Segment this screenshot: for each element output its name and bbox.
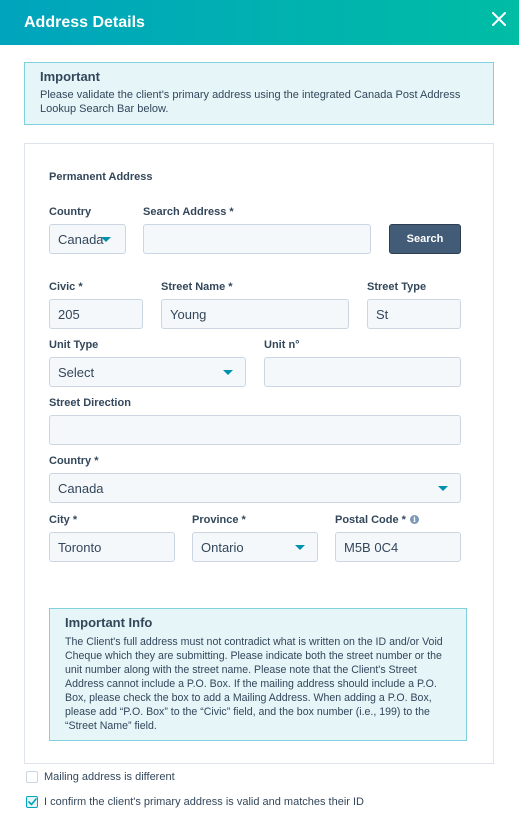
important-alert <box>24 62 494 125</box>
search-address-label: Search Address * <box>143 206 234 218</box>
close-icon <box>492 12 506 26</box>
alert-text: Please validate the client's primary address using the integrated Canada Post Address Lookup Search Bar below. <box>40 89 461 115</box>
confirm-address-row[interactable] <box>26 796 364 808</box>
unit-type-label: Unit Type <box>49 339 99 351</box>
unit-type-select[interactable] <box>49 357 246 387</box>
chevron-down-icon <box>295 545 305 550</box>
street-name-label: Street Name * <box>161 281 233 293</box>
city-input[interactable]: Toronto <box>49 532 175 562</box>
country-search-value: Canada <box>58 231 104 247</box>
unit-type-value: Select <box>58 364 95 380</box>
postal-code-input[interactable]: M5B 0C4 <box>335 532 461 562</box>
province-select[interactable] <box>192 532 318 562</box>
street-direction-input[interactable] <box>49 415 461 445</box>
street-name-input[interactable]: Young <box>161 299 349 329</box>
country-label: Country * <box>49 455 99 467</box>
chevron-down-icon <box>101 237 111 242</box>
info-text: The Client's full address must not contradict what is written on the ID and/or Void Cheque which they are submitting. Please indicate both the street number or the unit number along with the street name. Please note that the Client's Street Address cannot include a P.O. Box. If the mailing address should include a P.O. Box, please check the box to add a Mailing Address. When adding a P.O. Box, please add “P.O. Box” to the “Civic” field, and the box number (i.e., 199) to the “Street Name” field. <box>65 636 443 732</box>
civic-label: Civic * <box>49 281 83 293</box>
country-value: Canada <box>58 480 104 496</box>
mailing-different-checkbox[interactable] <box>26 771 38 783</box>
chevron-down-icon <box>223 370 233 375</box>
chevron-down-icon <box>438 486 448 491</box>
confirm-address-label[interactable]: I confirm the client's primary address is valid and matches their ID <box>44 796 364 808</box>
alert-title: Important <box>40 69 100 84</box>
city-label: City * <box>49 514 78 526</box>
street-type-label: Street Type <box>367 281 427 293</box>
unit-no-label: Unit n° <box>264 339 300 351</box>
country-search-select[interactable] <box>49 224 126 254</box>
civic-input[interactable]: 205 <box>49 299 143 329</box>
street-direction-label: Street Direction <box>49 397 131 409</box>
country-select[interactable] <box>49 473 461 503</box>
confirm-address-checkbox[interactable] <box>26 796 38 808</box>
important-info-box <box>49 608 467 741</box>
street-type-input[interactable]: St <box>367 299 461 329</box>
province-label: Province * <box>192 514 246 526</box>
modal-header <box>0 0 519 45</box>
postal-code-label: Postal Code * <box>335 514 406 526</box>
info-title: Important Info <box>65 615 153 630</box>
search-button[interactable]: Search <box>389 224 461 254</box>
province-value: Ontario <box>201 539 244 555</box>
unit-no-input[interactable] <box>264 357 461 387</box>
address-form-panel <box>24 143 494 764</box>
info-icon[interactable]: i <box>410 515 419 524</box>
mailing-different-row[interactable] <box>26 771 175 783</box>
country-search-label: Country <box>49 206 92 218</box>
close-button[interactable] <box>489 9 509 29</box>
mailing-different-label[interactable]: Mailing address is different <box>44 771 175 783</box>
search-address-input[interactable] <box>143 224 371 254</box>
checkmark-icon <box>28 798 37 806</box>
section-title: Permanent Address <box>49 171 153 183</box>
modal-title: Address Details <box>24 13 145 31</box>
